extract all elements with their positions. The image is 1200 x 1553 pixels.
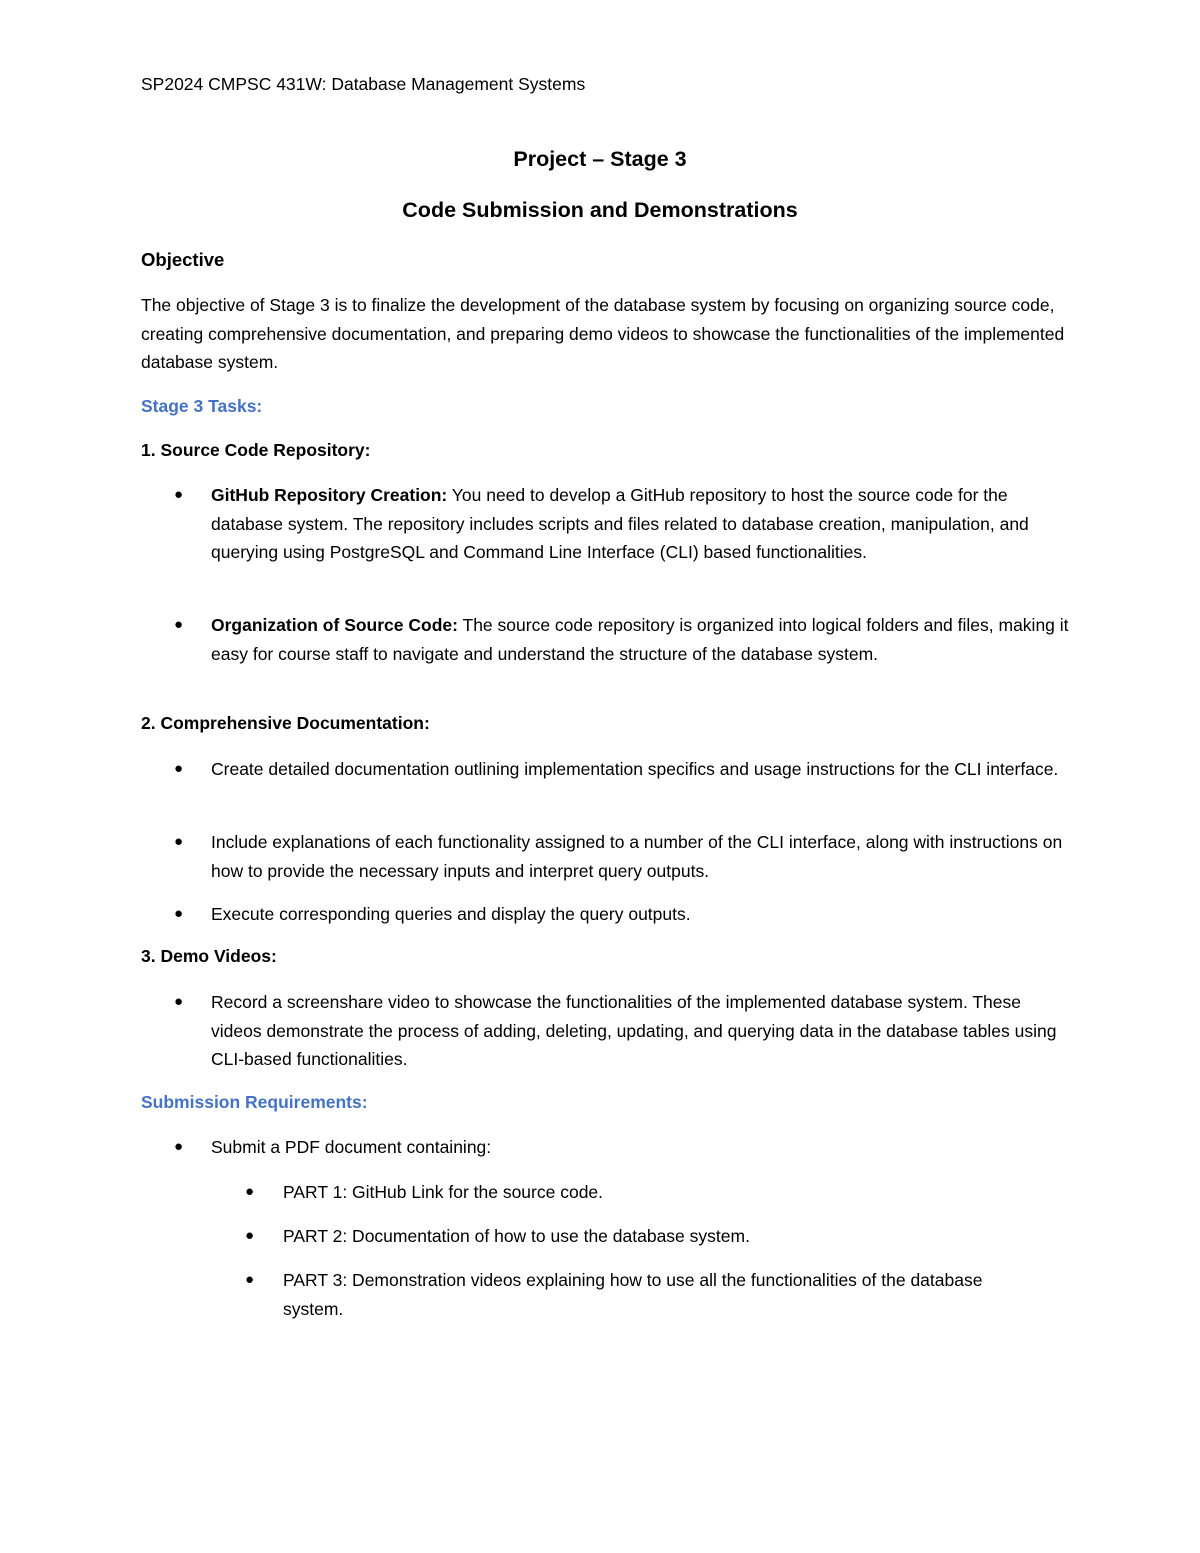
submission-heading: Submission Requirements: bbox=[141, 1092, 368, 1112]
bullet-dot-icon: ● bbox=[174, 905, 184, 922]
list-item bbox=[174, 755, 1076, 784]
list-item bbox=[174, 828, 1076, 885]
page-header: SP2024 CMPSC 431W: Database Management Systems bbox=[141, 74, 586, 94]
sub-list-item-text: PART 2: Documentation of how to use the database system. bbox=[283, 1226, 750, 1246]
sub-list-item-text: PART 3: Demonstration videos explaining how to use all the functionalities of the database system. bbox=[283, 1270, 983, 1319]
bullet-dot-icon: ● bbox=[245, 1271, 255, 1288]
bullet-dot-icon: ● bbox=[174, 1138, 184, 1155]
list-item bbox=[174, 1133, 1076, 1162]
sub-list-item bbox=[245, 1266, 1023, 1323]
list-item-text: Create detailed documentation outlining implementation specifics and usage instructions for the CLI interface. bbox=[211, 759, 1059, 779]
list-item-text: Execute corresponding queries and display the query outputs. bbox=[211, 904, 691, 924]
bullet-dot-icon: ● bbox=[174, 993, 184, 1010]
list-item-bold-label: GitHub Repository Creation: bbox=[211, 485, 448, 505]
list-item bbox=[174, 900, 1076, 929]
objective-paragraph: The objective of Stage 3 is to finalize the development of the database system by focusing on organizing source code, creating comprehensive documentation, and preparing demo videos to showcase the functionalities of the implemented database system. bbox=[141, 295, 1065, 372]
list-item-text: You need to develop a GitHub repository to host the source code for the database system. The repository includes scripts and files related to database creation, manipulation, and querying using PostgreSQL and Command Line Interface (CLI) based functionalities. bbox=[211, 485, 1029, 562]
list-item-text: Record a screenshare video to showcase the functionalities of the implemented database system. These videos demonstrate the process of adding, deleting, updating, and querying data in the database tables using CLI-based functionalities. bbox=[211, 992, 1057, 1069]
sub-list-item-text: PART 1: GitHub Link for the source code. bbox=[283, 1182, 604, 1202]
bullet-dot-icon: ● bbox=[245, 1227, 255, 1244]
sub-list-item bbox=[245, 1222, 1023, 1251]
bullet-dot-icon: ● bbox=[174, 616, 184, 633]
sub-list-item bbox=[245, 1178, 1023, 1207]
page-title: Project – Stage 3 bbox=[513, 147, 687, 171]
bullet-dot-icon: ● bbox=[174, 833, 184, 850]
objective-heading: Objective bbox=[141, 249, 225, 270]
page-subtitle: Code Submission and Demonstrations bbox=[402, 198, 798, 222]
list-item-text: The source code repository is organized into logical folders and files, making it easy for course staff to navigate and understand the structure of the database system. bbox=[211, 615, 1069, 664]
list-item-text: Submit a PDF document containing: bbox=[211, 1137, 492, 1157]
list-item-bold-label: Organization of Source Code: bbox=[211, 615, 458, 635]
section-1-heading: 1. Source Code Repository: bbox=[141, 440, 371, 460]
list-item bbox=[174, 481, 1076, 567]
bullet-dot-icon: ● bbox=[245, 1183, 255, 1200]
list-item-text: Include explanations of each functionality assigned to a number of the CLI interface, along with instructions on how to provide the necessary inputs and interpret query outputs. bbox=[211, 832, 1063, 881]
section-2-heading: 2. Comprehensive Documentation: bbox=[141, 713, 430, 733]
bullet-dot-icon: ● bbox=[174, 486, 184, 503]
stage-tasks-heading: Stage 3 Tasks: bbox=[141, 396, 263, 416]
list-item bbox=[174, 611, 1076, 668]
list-item bbox=[174, 988, 1076, 1074]
bullet-dot-icon: ● bbox=[174, 760, 184, 777]
section-3-heading: 3. Demo Videos: bbox=[141, 946, 277, 966]
